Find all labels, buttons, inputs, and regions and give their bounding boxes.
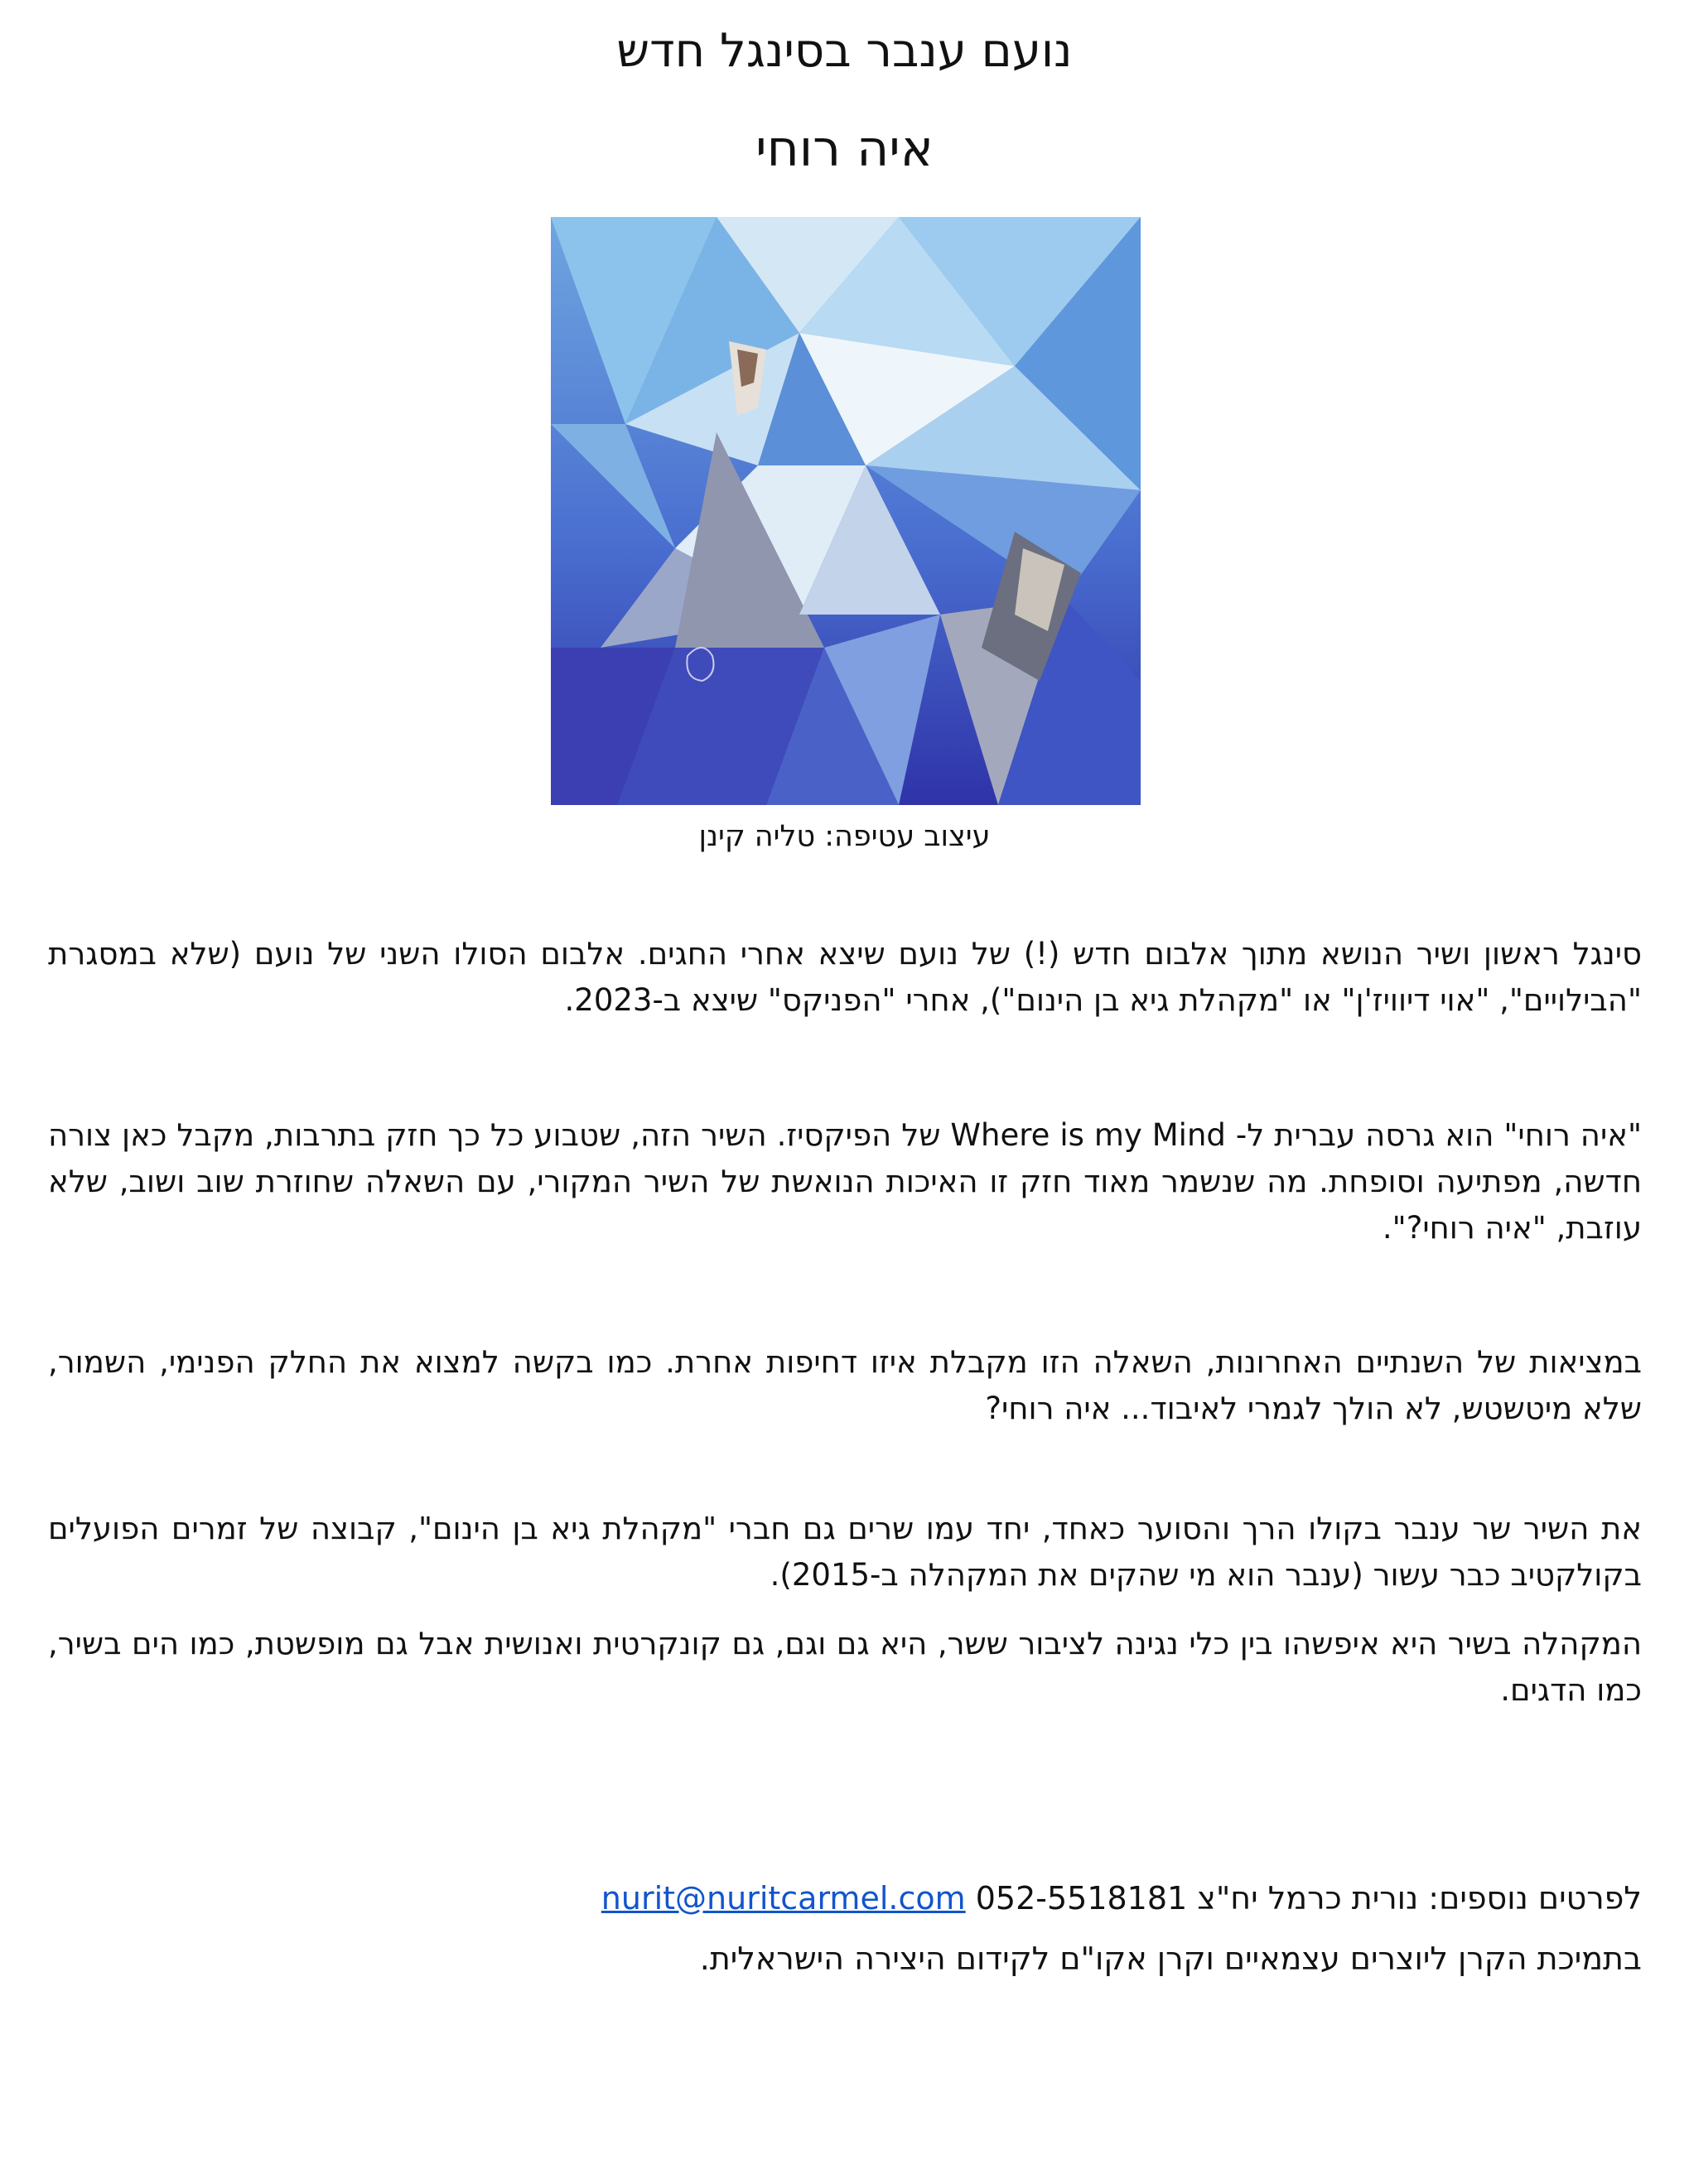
support-line: בתמיכת הקרן ליוצרים עצמאיים וקרן אקו"ם לקידום היצירה הישראלית. [699,1941,1642,1977]
album-cover-collage [551,217,1141,805]
paragraph-2-start: "איה רוחי" הוא גרסה עברית ל- [1225,1117,1642,1153]
song-title: איה רוחי [755,120,934,178]
paragraph-2 [48,1112,1642,1251]
paragraph-3: במציאות של השנתיים האחרונות, השאלה הזו מקבלת איזו דחיפות אחרת. כמו בקשה למצוא את החלק הפנימי, השמור, שלא מיטשטש, לא הולך לגמרי לאיבוד... איה רוחי? [48,1344,1642,1426]
contact-line [48,1873,1642,1923]
document-title: נועם ענבר בסינגל חדש [616,24,1073,78]
paragraph-4: את השיר שר ענבר בקולו הרך והסוער כאחד, יחד עמו שרים גם חברי "מקהלת גיא בן הינום", קבוצה של זמרים הפועלים בקולקטיב כבר עשור (ענבר הוא מי שהקים את המקהלה ב-2015). [48,1511,1642,1593]
paragraph-2-rest: של הפיקסיז. השיר הזה, שטבוע כל כך חזק בתרבות, מקבל כאן צורה חדשה, מפתיעה וסופחת. מה שנשמר מאוד חזק זו האיכות הנואשת של השיר המקורי, עם השאלה שחוזרת שוב ושוב, שלא עוזבת, "איה רוחי?". [48,1117,1642,1246]
paragraph-1: סינגל ראשון ושיר הנושא מתוך אלבום חדש (!) של נועם שיצא אחרי החגים. אלבום הסולו השני של נועם (שלא במסגרת "הבילויים", "אוי דיוויז'ן" או "מקהלת גיא בן הינום"), אחרי "הפניקס" שיצא ב-2023. [48,936,1642,1018]
email-link[interactable]: nurit@nuritcarmel.com [601,1880,966,1916]
album-cover-image [551,217,1141,805]
cover-caption: עיצוב עטיפה: טליה קינן [698,820,991,853]
contact-label: לפרטים נוספים: נורית כרמל יח"צ 052-5518181 [965,1880,1642,1916]
paragraph-2-song-name: Where is my Mind [950,1117,1226,1153]
paragraph-5: המקהלה בשיר היא איפשהו בין כלי נגינה לציבור ששר, היא גם וגם, גם קונקרטית ואנושית אבל גם מופשטת, כמו הים בשיר, כמו הדגים. [48,1626,1642,1708]
